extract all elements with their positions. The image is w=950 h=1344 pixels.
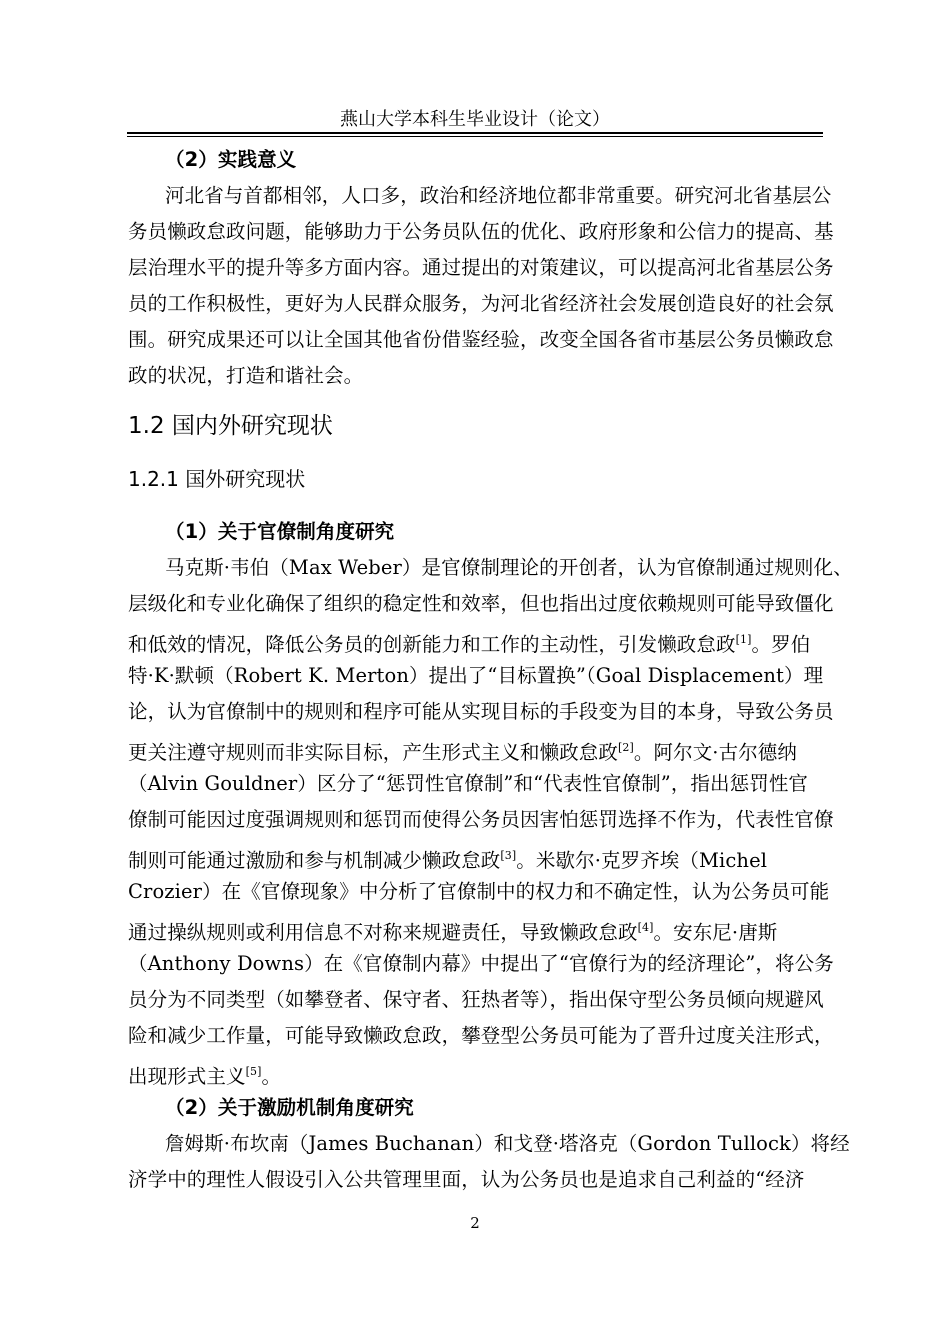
paragraph-line: 和低效的情况，降低公务员的创新能力和工作的主动性，引发懒政怠政[1]。罗伯 <box>128 633 811 656</box>
sub2-title: （2）关于激励机制角度研究 <box>165 1096 414 1119</box>
paragraph-line: 马克斯·韦伯（Max Weber）是官僚制理论的开创者，认为官僚制通过规则化、 <box>165 556 853 579</box>
paragraph-line: 论，认为官僚制中的规则和程序可能从实现目标的手段变为目的本身，导致公务员 <box>128 700 834 723</box>
paragraph-line: 员的工作积极性，更好为人民群众服务，为河北省经济社会发展创造良好的社会氛 <box>128 292 834 315</box>
paragraph-line: 险和减少工作量，可能导致懒政怠政，攀登型公务员可能为了晋升过度关注形式， <box>128 1024 834 1047</box>
paragraph-line: 层治理水平的提升等多方面内容。通过提出的对策建议，可以提高河北省基层公务 <box>128 256 834 279</box>
subsection-heading: 1.2.1 国外研究现状 <box>128 467 306 491</box>
section-heading: 1.2 国内外研究现状 <box>128 413 333 439</box>
paragraph-line: （Anthony Downs）在《官僚制内幕》中提出了“官僚行为的经济理论”，将公务 <box>128 952 834 975</box>
paragraph-line: 层级化和专业化确保了组织的稳定性和效率，但也指出过度依赖规则可能导致僵化 <box>128 592 834 615</box>
citation-ref: [2] <box>618 741 634 754</box>
header-rule <box>127 132 823 134</box>
paragraph-line: （Alvin Gouldner）区分了“惩罚性官僚制”和“代表性官僚制”，指出惩罚性官 <box>128 772 809 795</box>
citation-ref: [3] <box>500 849 517 862</box>
paragraph-line: 詹姆斯·布坎南（James Buchanan）和戈登·塔洛克（Gordon Tullock）将经 <box>165 1132 850 1155</box>
paragraph-line: 僚制可能因过度强调规则和惩罚而使得公务员因害怕惩罚选择不作为，代表性官僚 <box>128 808 834 831</box>
practice-title: （2）实践意义 <box>165 148 297 171</box>
paragraph-line: 政的状况，打造和谐社会。 <box>128 364 364 387</box>
paragraph-line: 济学中的理性人假设引入公共管理里面，认为公务员也是追求自己利益的“经济 <box>128 1168 805 1191</box>
paragraph-line: 更关注遵守规则而非实际目标，产生形式主义和懒政怠政[2]。阿尔文·古尔德纳 <box>128 741 798 764</box>
paragraph-line: 务员懒政怠政问题，能够助力于公务员队伍的优化、政府形象和公信力的提高、基 <box>128 220 834 243</box>
paragraph-line: 河北省与首都相邻，人口多，政治和经济地位都非常重要。研究河北省基层公 <box>165 184 832 207</box>
citation-ref: [1] <box>735 633 752 646</box>
page-number: 2 <box>470 1214 480 1232</box>
paragraph-line: 特·K·默顿（Robert K. Merton）提出了“目标置换”（Goal Displacement）理 <box>128 664 824 687</box>
paragraph-line: Crozier）在《官僚现象》中分析了官僚制中的权力和不确定性，认为公务员可能 <box>128 880 830 903</box>
citation-ref: [5] <box>245 1065 262 1078</box>
citation-ref: [4] <box>637 921 654 934</box>
header-title: 燕山大学本科生毕业设计（论文） <box>340 109 610 130</box>
paragraph-line: 出现形式主义[5]。 <box>128 1065 282 1088</box>
paragraph-line: 通过操纵规则或利用信息不对称来规避责任，导致懒政怠政[4]。安东尼·唐斯 <box>128 921 778 944</box>
header-rule-thin <box>127 136 823 137</box>
sub1-title: （1）关于官僚制角度研究 <box>165 520 395 543</box>
paragraph-line: 制则可能通过激励和参与机制减少懒政怠政[3]。米歇尔·克罗齐埃（Michel <box>128 849 768 872</box>
paragraph-line: 围。研究成果还可以让全国其他省份借鉴经验，改变全国各省市基层公务员懒政怠 <box>128 328 834 351</box>
paragraph-line: 员分为不同类型（如攀登者、保守者、狂热者等），指出保守型公务员倾向规避风 <box>128 988 824 1011</box>
